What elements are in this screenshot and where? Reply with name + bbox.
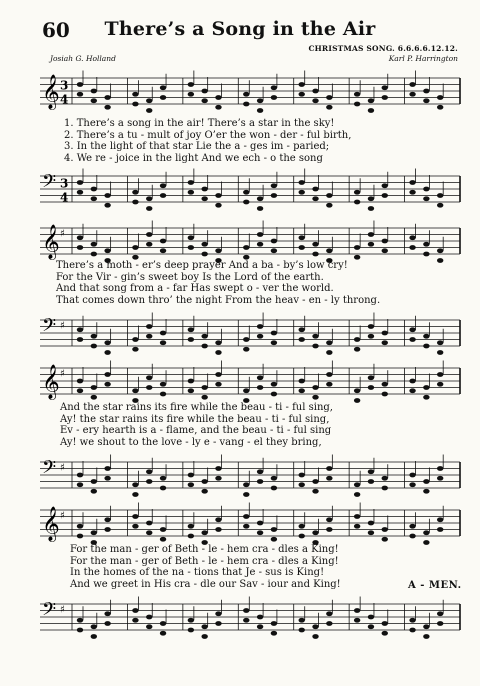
sharp-icon: ♯: [60, 368, 65, 380]
amen-label: A - MEN.: [408, 580, 462, 591]
lyrics-block-3: [60, 402, 456, 448]
sharp-icon: ♯: [60, 510, 65, 522]
lyric-verse-1: There’s a moth - er’s deep prayer And a ba - by’s low cry!: [56, 260, 348, 271]
note-heads: [77, 313, 444, 355]
composer-credit: Karl P. Harrington: [388, 54, 458, 63]
bass-staff-4: [0, 594, 480, 644]
staff-lines: [40, 368, 460, 394]
sharp-icon: ♯: [60, 462, 65, 474]
tune-name: CHRISTMAS SONG. 6.6.6.6.12.12.: [308, 44, 458, 53]
sharp-icon: ♯: [60, 320, 65, 332]
lyric-verse-4: And we greet in His cra - dle our Sav - iour and King!: [70, 578, 341, 590]
author-credit: Josiah G. Holland: [50, 54, 116, 63]
lyric-verse-3: In the homes of the na - tions that Je - sus is King!: [70, 567, 325, 578]
music-system-4: [0, 500, 480, 680]
staff-lines: [40, 228, 460, 254]
note-heads: [77, 503, 444, 545]
bass-clef-icon: 𝄢: [42, 171, 57, 197]
page-number: 60: [42, 18, 70, 42]
time-signature-top: 3: [60, 176, 69, 191]
staff-lines: [40, 462, 460, 488]
bass-clef-icon: 𝄢: [42, 315, 57, 341]
treble-staff-4: [0, 500, 480, 550]
time-signature-bottom: 4: [60, 190, 69, 205]
staff-lines: [40, 604, 460, 630]
bass-staff-2: [0, 310, 480, 360]
staff-lines: [40, 78, 460, 107]
lyrics-block-1: [64, 118, 460, 164]
lyric-verse-3: And that song from a - far Has swept o - ver the world.: [56, 283, 334, 294]
lyric-verse-2: For the man - ger of Beth - le - hem cra - dles a King!: [70, 555, 339, 567]
lyric-verse-4: Ay! we shout to the love - ly e - vang - el they bring,: [60, 436, 322, 448]
treble-clef-icon: 𝄞: [42, 74, 60, 110]
bass-staff-1: [0, 166, 480, 216]
note-heads: [77, 169, 444, 211]
time-signature-bottom: 4: [60, 92, 69, 107]
lyric-verse-2: 2. There’s a tu - mult of joy O’er the won - der - ful birth,: [64, 129, 352, 141]
hymn-title: There’s a Song in the Air: [104, 18, 376, 40]
bass-clef-icon: 𝄢: [42, 599, 57, 625]
treble-clef-icon: 𝄞: [42, 224, 60, 260]
treble-clef-icon: 𝄞: [42, 364, 60, 400]
lyric-verse-4: That comes down thro’ the night From the heav - en - ly throng.: [56, 294, 381, 306]
bass-clef-icon: 𝄢: [42, 457, 57, 483]
note-heads: [77, 71, 444, 113]
lyric-verse-4: 4. We re - joice in the light And we ech - o the song: [64, 152, 323, 164]
note-heads: [77, 221, 444, 263]
music-system-2: [0, 218, 480, 358]
lyric-verse-3: Ev - ery hearth is a - flame, and the beau - ti - ful sing: [60, 425, 332, 436]
lyric-verse-3: 3. In the light of that star Lie the a - ges im - paried;: [64, 141, 330, 152]
time-signature-top: 3: [60, 78, 69, 93]
treble-staff-3: [0, 358, 480, 408]
lyric-verse-1: 1. There’s a song in the air! There’s a star in the sky!: [64, 118, 335, 129]
lyrics-block-2: [56, 260, 452, 306]
staff-lines: [40, 320, 460, 346]
note-heads: [77, 597, 444, 639]
note-heads: [77, 361, 444, 403]
lyrics-block-4: [70, 544, 466, 590]
sharp-icon: ♯: [60, 604, 65, 616]
lyric-verse-1: And the star rains its fire while the beau - ti - ful sing,: [60, 402, 333, 413]
music-system-1: [0, 68, 480, 208]
lyric-verse-1: For the man - ger of Beth - le - hem cra - dles a King!: [70, 544, 339, 555]
treble-staff-1: [0, 68, 480, 118]
treble-clef-icon: 𝄞: [42, 506, 60, 542]
staff-lines: [40, 510, 460, 536]
lyric-verse-2: Ay! the star rains its fire while the beau - ti - ful sing,: [60, 413, 330, 425]
note-heads: [77, 455, 444, 497]
music-system-3: [0, 358, 480, 498]
bass-staff-3: [0, 452, 480, 502]
staff-lines: [40, 176, 460, 205]
lyric-verse-2: For the Vir - gin’s sweet boy Is the Lord of the earth.: [56, 271, 324, 283]
sharp-icon: ♯: [60, 228, 65, 240]
